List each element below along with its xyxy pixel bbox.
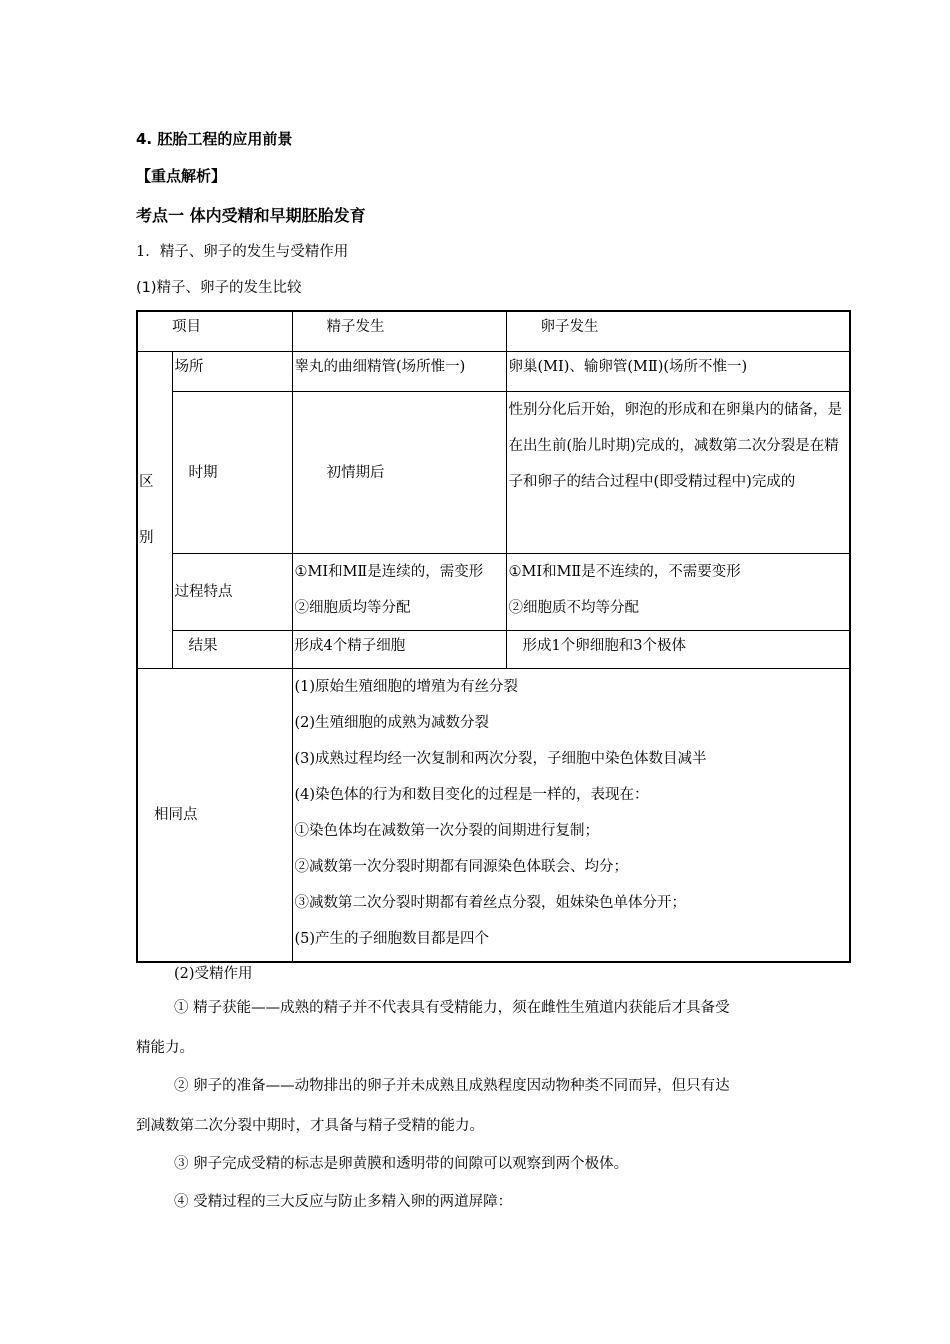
same-points-list <box>292 668 850 962</box>
subheading-1-1: (1)精子、卵子的发生比较 <box>136 280 302 296</box>
paragraph-2b: 到减数第二次分裂中期时，才具备与精子受精的能力。 <box>136 1118 484 1134</box>
list-item: (4)染色体的行为和数目变化的过程是一样的，表现在： <box>294 786 649 803</box>
table-row <box>137 630 850 668</box>
paragraph-1b: 精能力。 <box>136 1040 194 1056</box>
paragraph-3: ③ 卵子完成受精的标志是卵黄膜和透明带的间隙可以观察到两个极体。 <box>174 1156 629 1172</box>
row-egg-period: 性别分化后开始，卵泡的形成和在卵巢内的储备，是在出生前(胎儿时期)完成的，减数第二次分裂是在精子和卵子的结合过程中(即受精过程中)完成的 <box>506 391 850 553</box>
topic-1-heading: 考点一 体内受精和早期胚胎发育 <box>136 206 366 225</box>
table-row <box>137 391 850 553</box>
key-analysis-heading: 【重点解析】 <box>136 167 227 185</box>
row-egg-place: 卵巢(MⅠ)、输卵管(MⅡ)(场所不惟一) <box>506 351 850 391</box>
row-item-period: 时期 <box>172 391 292 553</box>
row-sperm-process: ①MⅠ和MⅡ是连续的，需变形 ②细胞质均等分配 <box>292 553 506 630</box>
table-row <box>137 553 850 630</box>
row-item-process: 过程特点 <box>172 553 292 630</box>
table-row-same <box>137 668 850 962</box>
paragraph-4: ④ 受精过程的三大反应与防止多精入卵的两道屏障： <box>174 1194 513 1210</box>
row-item-place: 场所 <box>172 351 292 391</box>
row-sperm-result: 形成4个精子细胞 <box>292 630 506 668</box>
paragraph-2a: ② 卵子的准备——动物排出的卵子并未成熟且成熟程度因动物种类不同而异，但只有达 <box>174 1078 730 1094</box>
row-sperm-place: 睾丸的曲细精管(场所惟一) <box>292 351 506 391</box>
row-sperm-period: 初情期后 <box>292 391 506 553</box>
row-item-result: 结果 <box>172 630 292 668</box>
group-label-difference: 区 别 <box>137 351 172 668</box>
header-sperm: 精子发生 <box>292 311 506 351</box>
paragraph-1a: ① 精子获能——成熟的精子并不代表具有受精能力，须在雌性生殖道内获能后才具备受 <box>174 1000 730 1016</box>
header-egg: 卵子发生 <box>506 311 850 351</box>
row-egg-process: ①MⅠ和MⅡ是不连续的，不需要变形 ②细胞质不均等分配 <box>506 553 850 630</box>
subheading-1-2: (2)受精作用 <box>174 966 253 982</box>
list-item: ①染色体均在减数第一次分裂的间期进行复制； <box>294 822 599 839</box>
list-item: ②减数第一次分裂时期都有同源染色体联会、均分； <box>294 858 628 875</box>
same-points-label: 相同点 <box>137 668 292 962</box>
list-item: ③减数第二次分裂时期都有着丝点分裂，姐妹染色单体分开； <box>294 894 686 911</box>
table-header-row <box>137 311 850 351</box>
row-egg-result: 形成1个卵细胞和3个极体 <box>506 630 850 668</box>
header-item: 项目 <box>137 311 292 351</box>
subheading-1: 1．精子、卵子的发生与受精作用 <box>136 244 349 260</box>
list-item: (3)成熟过程均经一次复制和两次分裂，子细胞中染色体数目减半 <box>294 750 707 767</box>
list-item: (5)产生的子细胞数目都是四个 <box>294 930 490 947</box>
list-item: (1)原始生殖细胞的增殖为有丝分裂 <box>294 678 519 695</box>
section-4-title: 4. 胚胎工程的应用前景 <box>136 130 293 148</box>
list-item: (2)生殖细胞的成熟为减数分裂 <box>294 714 490 731</box>
comparison-table <box>136 310 851 963</box>
table-row <box>137 351 850 391</box>
